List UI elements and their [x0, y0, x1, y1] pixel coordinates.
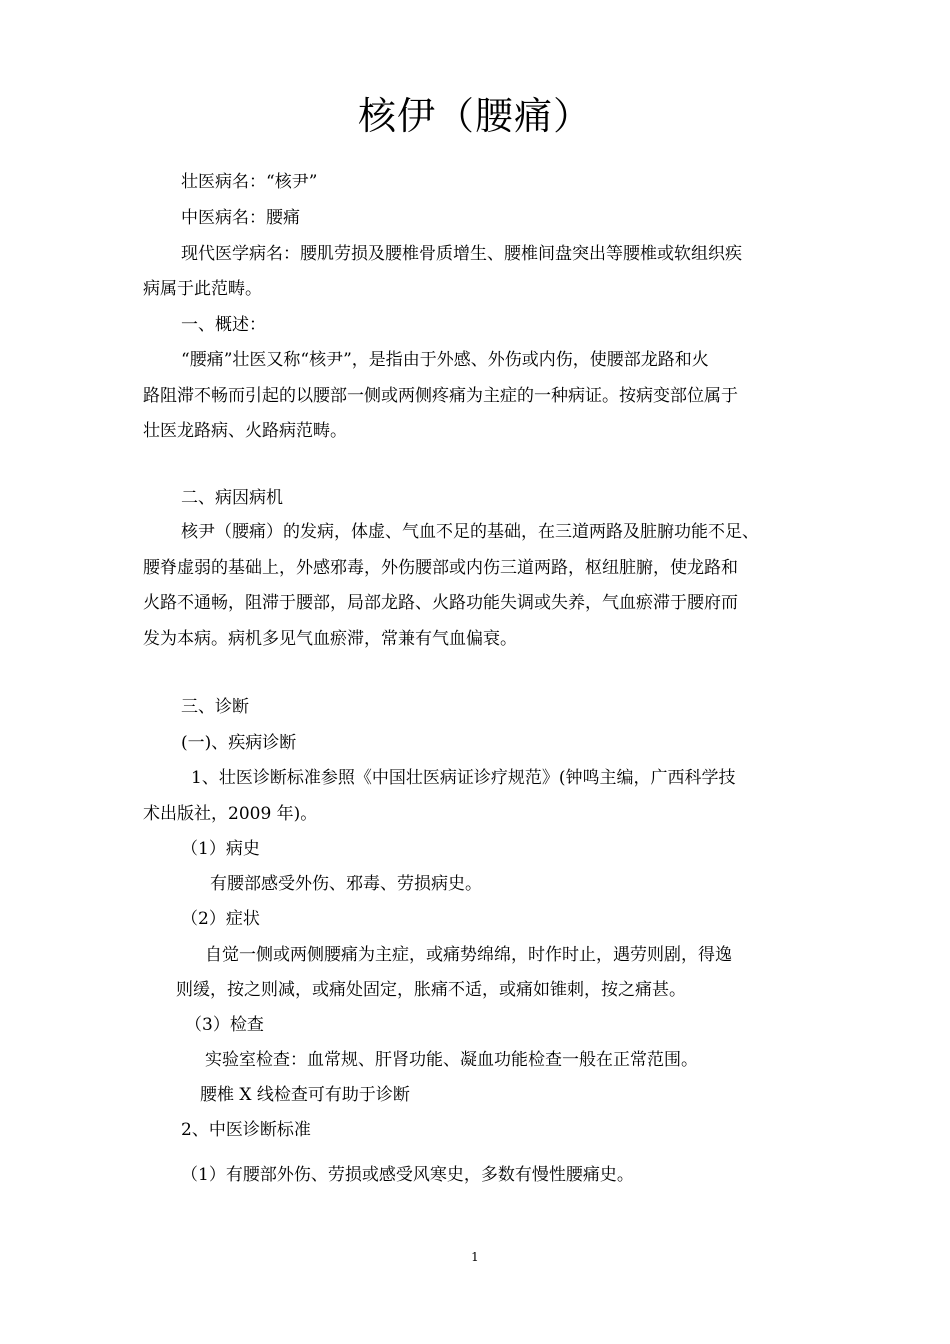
examination-xray-text: 腰椎 X 线检查可有助于诊断 — [200, 1085, 410, 1105]
item-history-text: 有腰部感受外伤、邪毒、劳损病史。 — [210, 874, 482, 894]
document-title: 核伊（腰痛） — [357, 94, 592, 138]
zhuang-standard-line-1: 1、壮医诊断标准参照《中国壮医病证诊疗规范》(钟鸣主编，广西科学技 — [191, 768, 736, 788]
zhuang-standard-line-2: 术出版社，2009 年)。 — [143, 804, 318, 824]
subheading-disease-diagnosis: (一)、疾病诊断 — [181, 733, 297, 753]
item-symptoms-heading: （2）症状 — [181, 909, 260, 929]
symptoms-line-1: 自觉一侧或两侧腰痛为主症，或痛势绵绵，时作时止，遇劳则剧，得逸 — [205, 945, 732, 965]
section-heading-diagnosis: 三、诊断 — [181, 697, 249, 717]
symptoms-line-2: 则缓，按之则减，或痛处固定，胀痛不适，或痛如锥刺，按之痛甚。 — [176, 980, 686, 1000]
etiology-line-2: 腰脊虚弱的基础上，外感邪毒，外伤腰部或内伤三道两路，枢纽脏腑，使龙路和 — [143, 558, 738, 578]
page-number: 1 — [471, 1250, 479, 1264]
tcm-chinese-name: 中医病名：腰痛 — [181, 208, 300, 228]
tcm-standard-item-1: （1）有腰部外伤、劳损或感受风寒史，多数有慢性腰痛史。 — [181, 1165, 634, 1185]
tcm-zhuang-name: 壮医病名：“核尹” — [181, 172, 318, 192]
overview-line-1: “腰痛”壮医又称“核尹”，是指由于外感、外伤或内伤，使腰部龙路和火 — [181, 350, 709, 370]
etiology-line-3: 火路不通畅，阻滞于腰部，局部龙路、火路功能失调或失养，气血瘀滞于腰府而 — [143, 593, 738, 613]
examination-lab-text: 实验室检查：血常规、肝肾功能、凝血功能检查一般在正常范围。 — [205, 1050, 698, 1070]
item-history-heading: （1）病史 — [181, 839, 260, 859]
overview-line-3: 壮医龙路病、火路病范畴。 — [143, 421, 347, 441]
modern-name-line-1: 现代医学病名：腰肌劳损及腰椎骨质增生、腰椎间盘突出等腰椎或软组织疾 — [181, 244, 742, 264]
overview-line-2: 路阻滞不畅而引起的以腰部一侧或两侧疼痛为主症的一种病证。按病变部位属于 — [143, 386, 738, 406]
section-heading-etiology: 二、病因病机 — [181, 488, 283, 508]
section-heading-overview: 一、概述： — [181, 315, 266, 335]
modern-name-line-2: 病属于此范畴。 — [143, 279, 262, 299]
tcm-standard-heading: 2、中医诊断标准 — [181, 1120, 311, 1140]
item-examination-heading: （3）检查 — [185, 1015, 264, 1035]
etiology-line-1: 核尹（腰痛）的发病，体虚、气血不足的基础，在三道两路及脏腑功能不足、 — [181, 522, 759, 542]
etiology-line-4: 发为本病。病机多见气血瘀滞，常兼有气血偏衰。 — [143, 629, 517, 649]
